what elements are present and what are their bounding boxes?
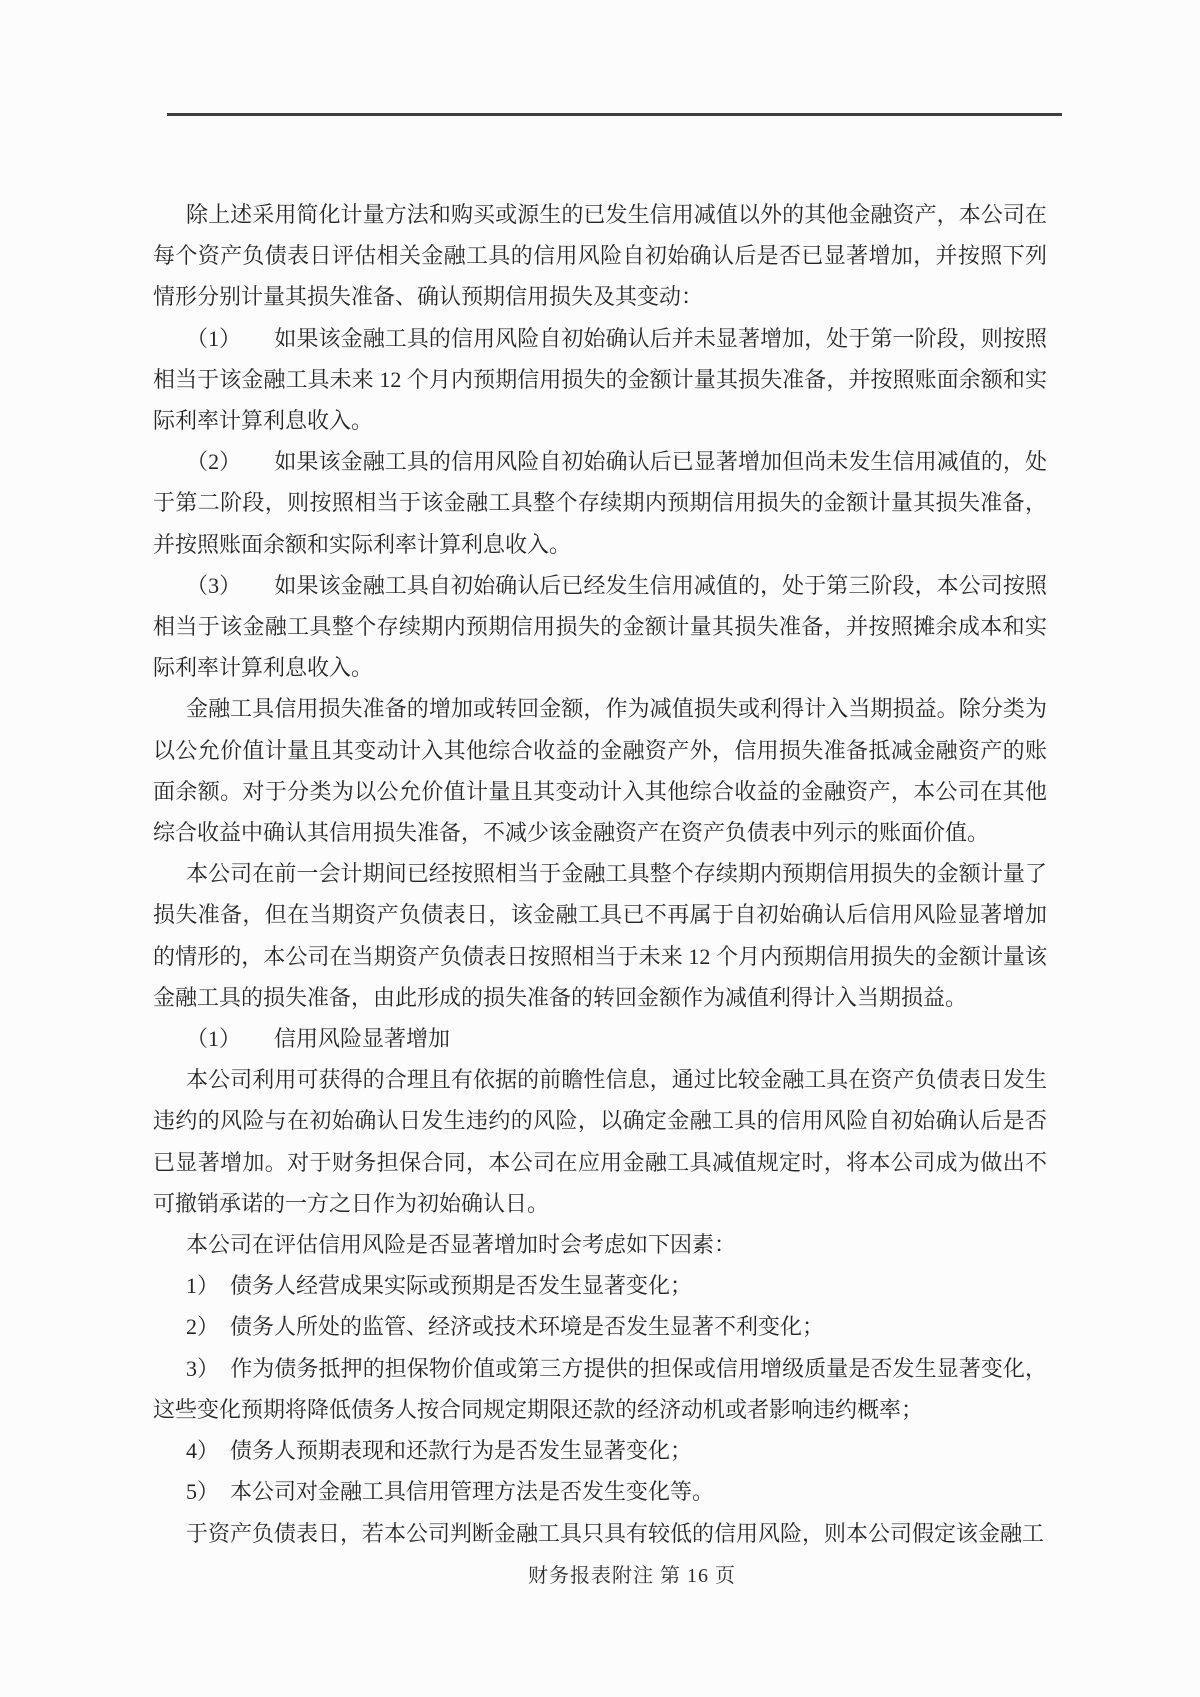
paragraph: 本公司在评估信用风险是否显著增加时会考虑如下因素： [186, 1232, 737, 1258]
paragraph: 于资产负债表日，若本公司判断金融工具只具有较低的信用风险，则本公司假定该金融工 [186, 1520, 1045, 1546]
paragraph: 除上述采用简化计量方法和购买或源生的已发生信用减值以外的其他金融资产，本公司在每个资产负债表日评估相关金融工具的信用风险自初始确认后是否已显著增加，并按照下列情形分别计量其损失准备、确认预期信用损失及其变动： [153, 202, 1047, 310]
footer-text: 财务报表附注 第 16 页 [528, 1565, 736, 1587]
list-item: 2） 债务人所处的监管、经济或技术环境是否发生显著不利变化； [186, 1314, 825, 1340]
paragraph: 本公司在前一会计期间已经按照相当于金融工具整个存续期内预期信用损失的金额计量了损失准备，但在当期资产负债表日，该金融工具已不再属于自初始确认后信用风险显著增加的情形的，本公司在当期资产负债表日按照相当于未来 12 个月内预期信用损失的金额计量该金融工具的损失准备，由此形成的损失准备的转回金额作为减值利得计入当期损益。 [153, 861, 1047, 1010]
paragraph: （3） 如果该金融工具自初始确认后已经发生信用减值的，处于第三阶段，本公司按照相当于该金融工具整个存续期内预期信用损失的金额计量其损失准备，并按照摊余成本和实际利率计算利息收入。 [153, 572, 1047, 681]
list-item: 4） 债务人预期表现和还款行为是否发生显著变化； [186, 1438, 693, 1464]
paragraph: 金融工具信用损失准备的增加或转回金额，作为减值损失或利得计入当期损益。除分类为以公允价值计量且其变动计入其他综合收益的金融资产外，信用损失准备抵减金融资产的账面余额。对于分类为以公允价值计量且其变动计入其他综合收益的金融资产，本公司在其他综合收益中确认其信用损失准备，不减少该金融资产在资产负债表中列示的账面价值。 [153, 696, 1047, 846]
document-body [153, 194, 1047, 1554]
paragraph: （1） 如果该金融工具的信用风险自初始确认后并未显著增加，处于第一阶段，则按照相当于该金融工具未来 12 个月内预期信用损失的金额计量其损失准备，并按照账面余额和实际利率计算利息收入。 [153, 325, 1047, 434]
list-item: 3） 作为债务抵押的担保物价值或第三方提供的担保或信用增级质量是否发生显著变化，这些变化预期将降低债务人按合同规定期限还款的经济动机或者影响违约概率； [153, 1355, 1047, 1422]
paragraph: 本公司利用可获得的合理且有依据的前瞻性信息，通过比较金融工具在资产负债表日发生违约的风险与在初始确认日发生违约的风险，以确定金融工具的信用风险自初始确认后是否已显著增加。对于财务担保合同，本公司在应用金融工具减值规定时，将本公司成为做出不可撤销承诺的一方之日作为初始确认日。 [153, 1067, 1047, 1216]
list-item: 1） 债务人经营成果实际或预期是否发生显著变化； [186, 1273, 693, 1299]
page-footer [32, 1562, 1200, 1590]
list-item: 5） 本公司对金融工具信用管理方法是否发生变化等。 [186, 1479, 715, 1505]
header-rule [167, 113, 1062, 116]
paragraph-heading: （1） 信用风险显著增加 [186, 1026, 451, 1052]
paragraph: （2） 如果该金融工具的信用风险自初始确认后已显著增加但尚未发生信用减值的，处于第二阶段，则按照相当于该金融工具整个存续期内预期信用损失的金额计量其损失准备，并按照账面余额和实际利率计算利息收入。 [153, 449, 1047, 557]
